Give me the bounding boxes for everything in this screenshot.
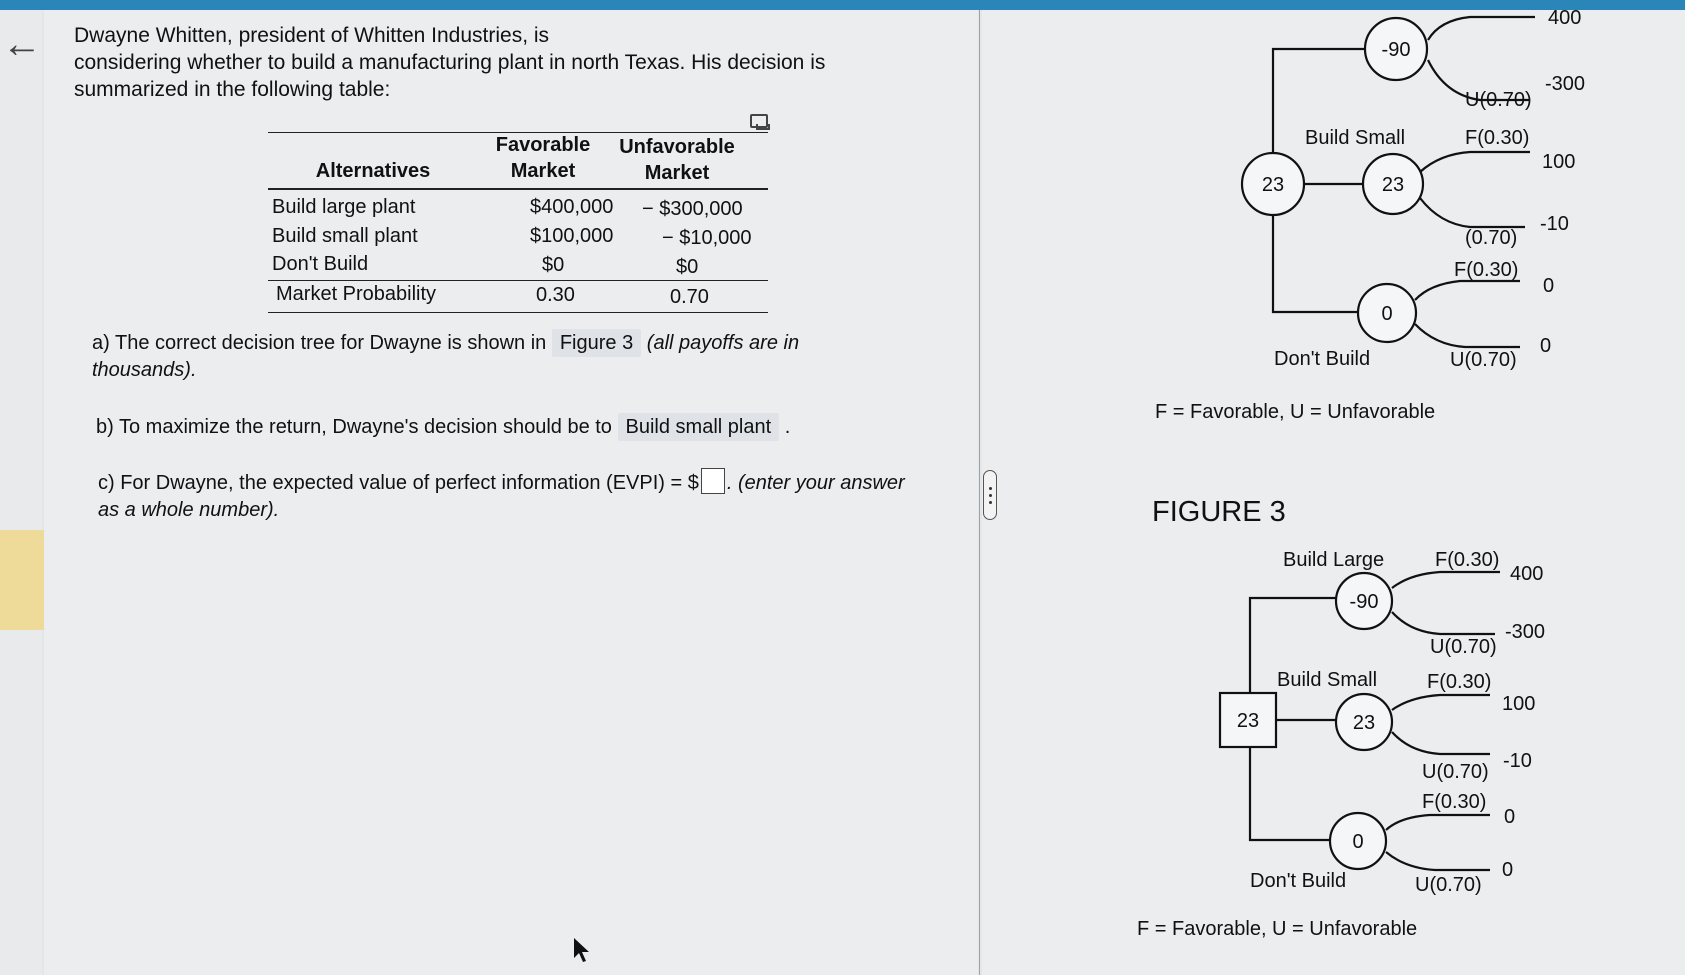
- header-unfavorable-1: Unfavorable: [619, 136, 735, 158]
- tree-top-legend: F = Favorable, U = Unfavorable: [1155, 401, 1436, 423]
- fig3-large-f: [1392, 572, 1500, 588]
- fig3-large-u: [1392, 612, 1495, 634]
- fig3-large-u-label: U(0.70): [1430, 636, 1497, 658]
- intro-line-3: summarized in the following table:: [74, 78, 391, 101]
- row-small-alt: Build small plant: [272, 225, 418, 247]
- tree-top-branch-large-u: U(0.70): [1465, 89, 1532, 111]
- question-b-text: b) To maximize the return, Dwayne's decision should be to: [96, 416, 612, 438]
- fig3-dont-u: [1386, 852, 1490, 870]
- row-large-fav: $400,000: [530, 196, 614, 218]
- prob-label: Market Probability: [276, 283, 437, 305]
- row-small-fav: $100,000: [530, 225, 614, 247]
- fig3-small-value: 23: [1352, 712, 1376, 734]
- intro-line-1: Dwayne Whitten, president of Whitten Industries, is: [74, 24, 550, 47]
- row-large-alt: Build large plant: [272, 196, 416, 218]
- tree-top-label-dont: Don't Build: [1274, 348, 1371, 370]
- fig3-payoff-400: 400: [1510, 563, 1544, 585]
- fig3-small-f-label: F(0.30): [1427, 671, 1492, 693]
- fig3-label-small: Build Small: [1277, 669, 1378, 691]
- question-c-suffix: . (enter your answer: [726, 472, 905, 494]
- tree-top-small-value: 23: [1381, 174, 1405, 196]
- question-c-text: c) For Dwayne, the expected value of perfect information (EVPI) = $: [98, 472, 699, 494]
- tree-top-branch-dont-f: F(0.30): [1454, 259, 1519, 281]
- fig3-payoff-0a: 0: [1504, 806, 1516, 828]
- tree-top-decision-value: 23: [1261, 174, 1285, 196]
- header-unfavorable-2: Market: [644, 162, 710, 184]
- fig3-large-value: -90: [1349, 591, 1379, 613]
- row-dont-alt: Don't Build: [272, 253, 369, 275]
- tree-top-branch-small-u: (0.70): [1465, 227, 1518, 249]
- fig3-dont-f: [1386, 815, 1490, 830]
- fig3-small-u: [1392, 732, 1490, 754]
- fig3-label-large: Build Large: [1283, 549, 1385, 571]
- fig3-payoff-0b: 0: [1502, 859, 1514, 881]
- tree-top-dont-value: 0: [1381, 303, 1393, 325]
- header-alternatives: Alternatives: [315, 160, 431, 182]
- row-large-unfav: − $300,000: [642, 198, 743, 220]
- fig3-large-f-label: F(0.30): [1435, 549, 1500, 571]
- tree-top-payoff-100: 100: [1542, 151, 1576, 173]
- question-a-line2: thousands).: [92, 359, 197, 381]
- row-dont-fav: $0: [542, 254, 565, 276]
- tree-top-payoff-0b: 0: [1540, 335, 1552, 357]
- tree-top-branch-small-f: F(0.30): [1465, 127, 1530, 149]
- fig3-decision-value: 23: [1236, 710, 1260, 732]
- header-favorable-1: Favorable: [495, 134, 591, 156]
- tree-top-payoff-minus10: -10: [1540, 213, 1569, 235]
- fig3-label-dont: Don't Build: [1250, 870, 1347, 892]
- fig3-small-u-label: U(0.70): [1422, 761, 1489, 783]
- fig3-dont-value: 0: [1352, 831, 1364, 853]
- fig3-dont-u-label: U(0.70): [1415, 874, 1482, 896]
- tree-top-payoff-400: 400: [1548, 7, 1582, 29]
- back-arrow-icon[interactable]: ←: [2, 22, 42, 66]
- row-dont-unfav: $0: [676, 256, 699, 278]
- prob-favorable: 0.30: [536, 284, 575, 306]
- fig3-payoff-minus10: -10: [1503, 750, 1532, 772]
- tree-top-payoff-0a: 0: [1543, 275, 1555, 297]
- fig3-payoff-100: 100: [1502, 693, 1536, 715]
- tree-top-large-value: -90: [1381, 39, 1411, 61]
- figure-answer-dropdown[interactable]: Figure 3: [552, 329, 641, 357]
- tree-top-label-small: Build Small: [1305, 127, 1406, 149]
- fig3-legend: F = Favorable, U = Unfavorable: [1137, 918, 1418, 940]
- fig3-small-f: [1392, 695, 1490, 710]
- fig3-payoff-minus300: -300: [1505, 621, 1546, 643]
- figure-3-title: FIGURE 3: [1152, 496, 1286, 528]
- header-favorable-2: Market: [510, 160, 576, 182]
- question-a-text: a) The correct decision tree for Dwayne is shown in: [92, 332, 547, 354]
- question-c-line2: as a whole number).: [98, 499, 280, 521]
- tree-top-payoff-minus300: -300: [1545, 73, 1586, 95]
- tree-top-branch-dont-u: U(0.70): [1450, 349, 1517, 371]
- prob-unfavorable: 0.70: [670, 286, 709, 308]
- question-b-suffix: .: [784, 416, 791, 438]
- fig3-dont-f-label: F(0.30): [1422, 791, 1487, 813]
- row-small-unfav: − $10,000: [662, 227, 752, 249]
- question-a-suffix: (all payoffs are in: [646, 332, 800, 354]
- intro-line-2: considering whether to build a manufacturing plant in north Texas. His decision is: [74, 51, 826, 74]
- decision-answer-dropdown[interactable]: Build small plant: [618, 413, 780, 441]
